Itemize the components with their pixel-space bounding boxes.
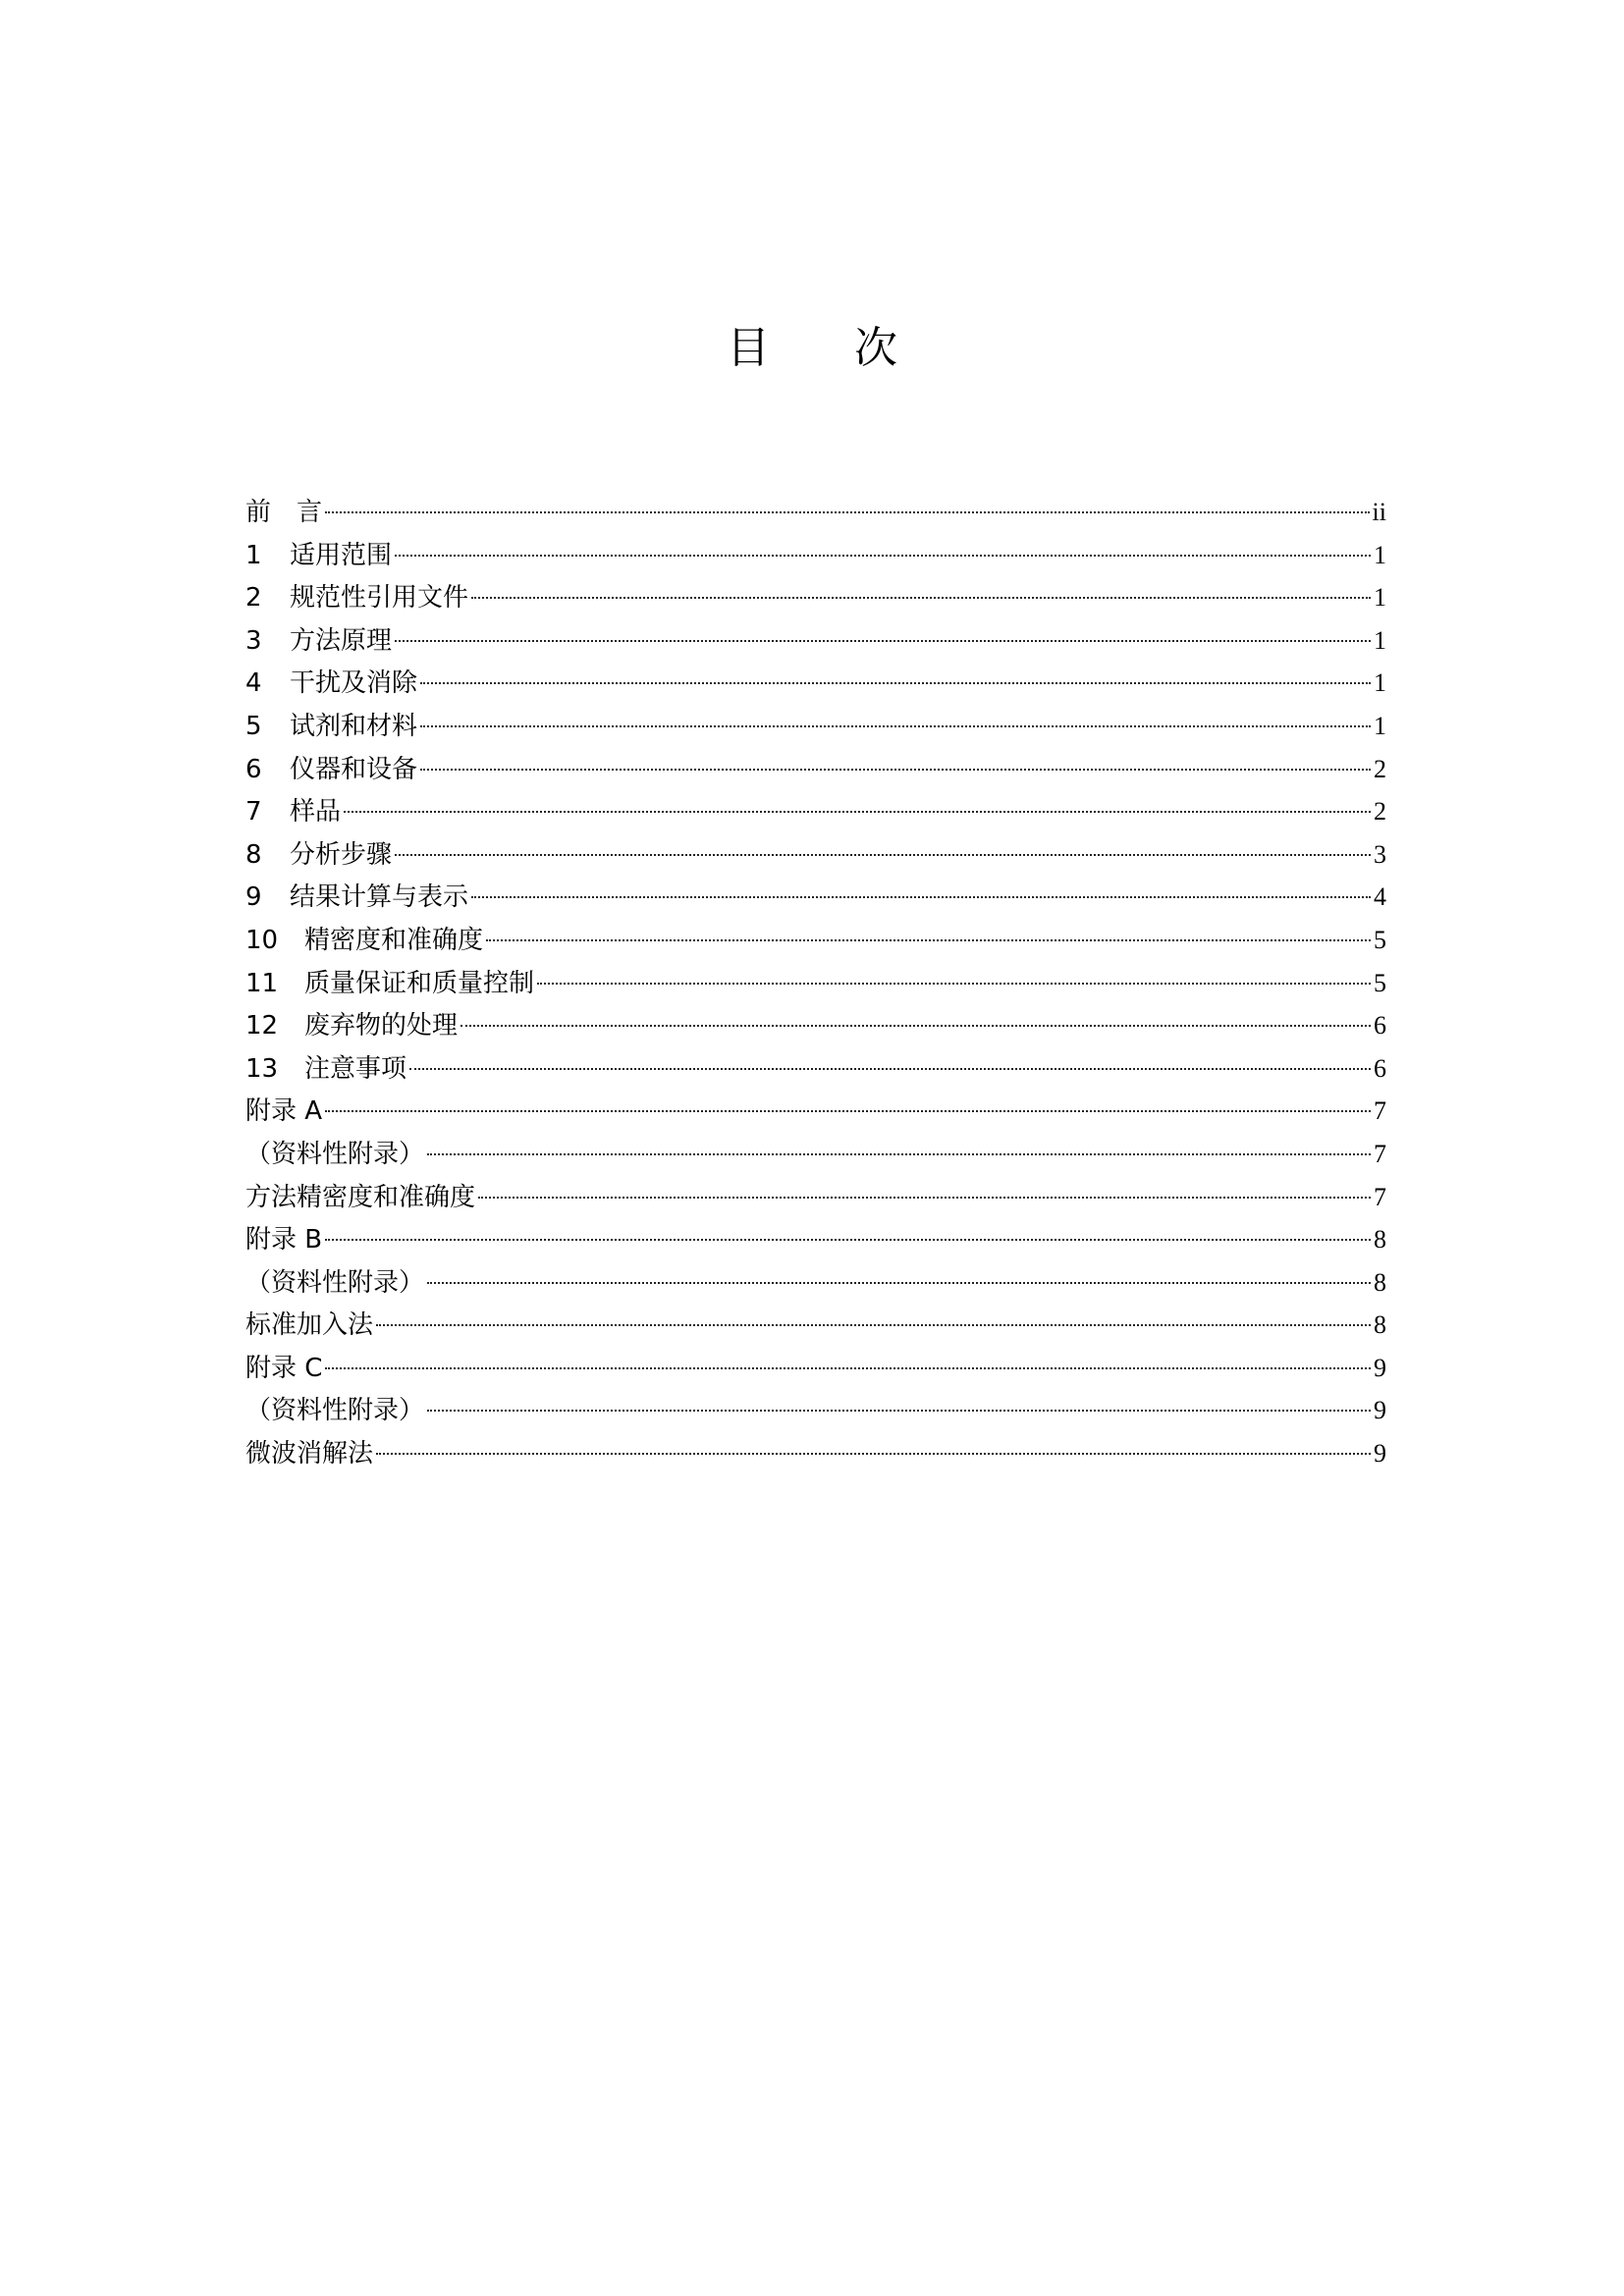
toc-entry[interactable] [245, 534, 1386, 577]
dot-leader [537, 983, 1371, 985]
toc-entry[interactable] [245, 1304, 1386, 1347]
toc-entry-page: 1 [1374, 583, 1386, 613]
toc-entry-label: 标准加入法 [245, 1310, 374, 1341]
dot-leader [427, 1282, 1371, 1284]
toc-entry-page: ii [1372, 498, 1386, 526]
toc-entry-label: 仪器和设备 [290, 754, 418, 784]
toc-entry-number: 2 [245, 583, 262, 614]
toc-entry-label: 废弃物的处理 [304, 1011, 459, 1041]
toc-entry-page: 8 [1374, 1267, 1386, 1297]
toc-entry-label: 干扰及消除 [290, 668, 418, 699]
toc-entry-label: 试剂和材料 [290, 711, 418, 741]
toc-entry-number: 4 [245, 668, 262, 699]
toc-entry-number: 5 [245, 711, 262, 741]
dot-leader [409, 1068, 1371, 1070]
dot-leader [478, 1197, 1371, 1199]
toc-entry-page: 9 [1374, 1353, 1386, 1382]
toc-entry-page: 2 [1374, 797, 1386, 827]
toc-entry-page: 2 [1374, 754, 1386, 783]
toc-entry-page: 8 [1374, 1310, 1386, 1340]
toc-entry-label: （资料性附录） [245, 1267, 425, 1298]
toc-entry-page: 8 [1374, 1225, 1386, 1255]
dot-leader [395, 555, 1371, 557]
toc-entry-label: 微波消解法 [245, 1439, 374, 1469]
dot-leader [344, 811, 1371, 813]
toc-entry[interactable] [245, 1432, 1386, 1475]
toc-entry-label: 质量保证和质量控制 [304, 968, 535, 998]
page-title: 目次 [727, 323, 982, 373]
table-of-contents [245, 491, 1386, 1475]
toc-entry-label: 附录 A [245, 1096, 323, 1127]
toc-entry[interactable] [245, 748, 1386, 791]
toc-entry-page: 7 [1374, 1139, 1386, 1168]
toc-entry[interactable] [245, 1133, 1386, 1176]
toc-entry-number: 10 [245, 925, 279, 955]
toc-entry[interactable] [245, 790, 1386, 833]
toc-entry[interactable] [245, 919, 1386, 962]
dot-leader [376, 1324, 1371, 1326]
toc-entry[interactable] [245, 1389, 1386, 1432]
toc-entry-label: 附录 C [245, 1353, 323, 1383]
dot-leader [395, 640, 1371, 642]
dot-leader [395, 854, 1371, 856]
dot-leader [325, 511, 1370, 513]
toc-entry-page: 9 [1374, 1396, 1386, 1425]
toc-entry[interactable] [245, 491, 1386, 534]
toc-entry-label: （资料性附录） [245, 1139, 425, 1169]
toc-entry-page: 1 [1374, 711, 1386, 740]
toc-entry-page: 5 [1374, 968, 1386, 997]
toc-entry-label: 规范性引用文件 [290, 583, 469, 614]
toc-entry-number: 11 [245, 968, 279, 998]
toc-entry-label: 方法精密度和准确度 [245, 1182, 476, 1212]
toc-entry-label: （资料性附录） [245, 1396, 425, 1426]
toc-entry[interactable] [245, 619, 1386, 663]
toc-entry-page: 6 [1374, 1053, 1386, 1083]
toc-entry-label: 样品 [290, 797, 342, 828]
dot-leader [325, 1367, 1371, 1369]
toc-entry[interactable] [245, 876, 1386, 919]
dot-leader [325, 1110, 1371, 1112]
toc-entry-label: 分析步骤 [290, 839, 393, 870]
toc-entry[interactable] [245, 1090, 1386, 1133]
dot-leader [427, 1153, 1371, 1155]
toc-entry-label: 精密度和准确度 [304, 925, 484, 955]
toc-entry-page: 7 [1374, 1182, 1386, 1211]
dot-leader [325, 1239, 1371, 1241]
toc-entry[interactable] [245, 833, 1386, 877]
toc-entry-number: 12 [245, 1011, 279, 1041]
toc-entry[interactable] [245, 1218, 1386, 1261]
toc-entry-number: 8 [245, 839, 262, 870]
dot-leader [420, 725, 1371, 727]
dot-leader [460, 1025, 1371, 1027]
toc-entry-page: 1 [1374, 625, 1386, 655]
toc-entry-page: 7 [1374, 1096, 1386, 1126]
toc-entry[interactable] [245, 1347, 1386, 1390]
toc-entry[interactable] [245, 705, 1386, 748]
toc-entry[interactable] [245, 662, 1386, 705]
toc-entry[interactable] [245, 576, 1386, 619]
toc-entry-label: 注意事项 [304, 1053, 407, 1084]
toc-entry-number: 1 [245, 540, 262, 570]
toc-entry-number: 13 [245, 1053, 279, 1084]
toc-entry-number: 7 [245, 797, 262, 828]
toc-entry-label: 结果计算与表示 [290, 882, 469, 913]
dot-leader [420, 682, 1371, 684]
toc-entry-number: 6 [245, 754, 262, 784]
toc-entry[interactable] [245, 1261, 1386, 1305]
dot-leader [471, 597, 1371, 599]
toc-entry-page: 5 [1374, 925, 1386, 954]
toc-entry-label: 前 言 [245, 498, 323, 527]
toc-entry-page: 4 [1374, 882, 1386, 912]
toc-entry-label: 附录 B [245, 1225, 323, 1255]
toc-entry[interactable] [245, 1047, 1386, 1091]
toc-entry-label: 方法原理 [290, 625, 393, 656]
dot-leader [471, 896, 1371, 898]
toc-entry[interactable] [245, 1004, 1386, 1047]
dot-leader [427, 1410, 1371, 1412]
dot-leader [486, 939, 1371, 941]
toc-entry-page: 3 [1374, 839, 1386, 869]
toc-entry-page: 9 [1374, 1439, 1386, 1468]
toc-entry[interactable] [245, 1176, 1386, 1219]
toc-entry-number: 9 [245, 882, 262, 913]
dot-leader [420, 769, 1371, 771]
dot-leader [376, 1453, 1371, 1455]
toc-entry[interactable] [245, 962, 1386, 1005]
toc-entry-page: 1 [1374, 540, 1386, 569]
toc-entry-number: 3 [245, 625, 262, 656]
toc-entry-label: 适用范围 [290, 540, 393, 570]
toc-entry-page: 6 [1374, 1011, 1386, 1041]
toc-entry-page: 1 [1374, 668, 1386, 698]
